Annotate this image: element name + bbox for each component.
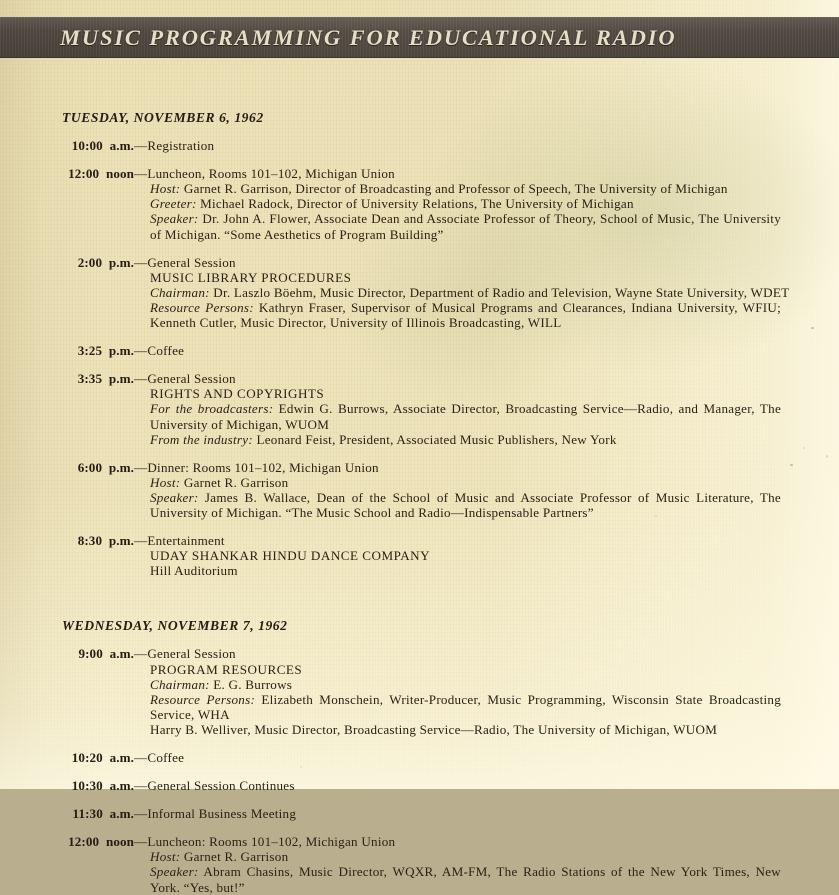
detail-role: Greeter: [150,196,197,212]
schedule-entry [0,778,839,793]
detail-text: Elizabeth Monschein, Writer-Producer, Music Programming, Wisconsin State Broadcasting Service, WHA [150,691,781,722]
entry-detail-line [150,285,839,300]
entry-detail-line [150,692,839,722]
entry-label: —Coffee [134,750,185,765]
detail-text: Abram Chasins, Music Director, WQXR, AM-FM, The Radio Stations of the New York Times, New York. “Yes, but!” [150,864,781,895]
detail-role: Speaker: [150,489,199,505]
day-heading-wednesday: WEDNESDAY, NOVEMBER 7, 1962 [62,618,288,634]
page-title: MUSIC PROGRAMMING FOR EDUCATIONAL RADIO [60,24,677,50]
detail-role: Speaker: [150,864,199,880]
detail-role: Chairman: [150,284,210,300]
entry-label: —Informal Business Meeting [134,806,297,822]
entry-time: 12:00 noon [68,834,134,850]
entry-label: —Luncheon, Rooms 101–102, Michigan Union [134,166,395,182]
detail-text: Michael Radock, Director of University Relations, The University of Michigan [196,196,634,212]
entry-time: 11:30 a.m. [72,806,134,822]
schedule-entry [0,460,839,520]
entry-detail-line [150,864,839,894]
detail-role: Speaker: [150,211,199,227]
document-header-band [0,17,839,58]
detail-text: Dr. John A. Flower, Associate Dean and Associate Professor of Theory, School of Music, The University of Michigan. “Some Aesthetics of Program Building” [150,211,781,242]
detail-text: James B. Wallace, Dean of the School of Music and Associate Professor of Music Literature, The University of Michigan. “The Music School and Radio—Indispensable Partners” [150,489,781,520]
detail-text: Kathryn Fraser, Supervisor of Musical Programs and Clearances, Indiana University, WFIU; Kenneth Cutler, Music Director, University of Illinois Broadcasting, WILL [150,299,781,331]
schedule-entry [0,138,839,153]
entry-head [62,834,839,849]
entry-time: 12:00 noon [68,166,134,182]
detail-role: Host: [150,849,181,865]
entry-detail-line [150,677,839,692]
detail-text: E. G. Burrows [209,676,293,692]
detail-role: Host: [150,474,181,490]
entry-time: 9:00 a.m. [78,646,134,662]
entry-head [62,778,839,793]
day-heading-tuesday: TUESDAY, NOVEMBER 6, 1962 [62,110,264,125]
detail-role: Resource Persons: [150,691,256,707]
entry-time: 3:25 p.m. [77,343,134,359]
detail-role: Host: [150,181,181,197]
detail-role: Chairman: [150,676,210,692]
schedule-entry [0,646,839,737]
entry-head [62,255,839,270]
entry-head [62,343,839,358]
entry-detail-line [150,849,839,864]
detail-text: Dr. Laszlo Böehm, Music Director, Department of Radio and Television, Wayne State University, WDET [209,284,790,300]
entry-label: —Coffee [134,343,185,359]
entry-detail-line [150,181,839,196]
entry-detail-line [150,211,839,241]
entry-time: 6:00 p.m. [77,459,134,475]
entry-head [62,533,839,548]
entry-time: 2:00 p.m. [77,254,134,270]
entry-time: 10:30 a.m. [71,778,134,794]
entry-head [62,166,839,181]
schedule-entry [0,166,839,241]
entry-label: —General Session Continues [134,778,295,794]
entry-session-title: MUSIC LIBRARY PROCEDURES [150,269,352,285]
schedule-entry [0,750,839,765]
entry-detail-line [150,196,839,211]
schedule-body [0,58,839,895]
entry-detail-line [150,490,839,520]
entry-session-title: RIGHTS AND COPYRIGHTS [150,386,325,402]
detail-role: From the industry: [150,431,253,447]
schedule-entry [0,533,839,578]
entry-head [62,806,839,821]
entry-head [62,371,839,386]
schedule-entry [0,343,839,358]
detail-text: Garnet R. Garrison, Director of Broadcasting and Professor of Speech, The University of Michigan [180,181,728,197]
detail-text: Edwin G. Burrows, Associate Director, Broadcasting Service—Radio, and Manager, The University of Michigan, WUOM [150,401,782,432]
entry-head [62,646,839,661]
entry-detail-line [150,300,839,330]
detail-text: Garnet R. Garrison [180,849,289,865]
entry-label: —General Session [134,646,236,662]
entry-time: 8:30 p.m. [77,533,134,549]
detail-text: Leonard Feist, President, Associated Music Publishers, New York [252,431,617,447]
entry-time: 3:35 p.m. [77,371,134,387]
detail-text: Garnet R. Garrison [180,474,289,490]
entry-label: —General Session [134,254,236,270]
entry-time: 10:20 a.m. [71,750,134,765]
schedule-entry [0,255,839,330]
entry-label: —Entertainment [134,533,225,549]
entry-venue: Hill Auditorium [150,563,238,579]
entry-session-title: UDAY SHANKAR HINDU DANCE COMPANY [150,548,431,564]
entry-label: —Registration [134,138,215,154]
entry-detail-line [150,475,839,490]
entry-head [62,460,839,475]
detail-role: For the broadcasters: [150,401,274,417]
entry-session-title: PROGRAM RESOURCES [150,661,303,677]
entry-head [62,750,839,765]
detail-role: Resource Persons: [150,299,254,315]
entry-label: —Luncheon: Rooms 101–102, Michigan Union [134,834,396,850]
entry-head [62,138,839,153]
schedule-entry [0,371,839,446]
entry-detail-line: Harry B. Welliver, Music Director, Broadcasting Service—Radio, The University of Michigan, WUOM [150,721,718,737]
entry-detail-line [150,401,839,431]
entry-label: —General Session [134,371,236,387]
entry-detail-line [150,432,839,447]
schedule-entry [0,806,839,821]
schedule-entry [0,834,839,894]
entry-time: 10:00 a.m. [71,138,134,154]
entry-label: —Dinner: Rooms 101–102, Michigan Union [134,459,379,475]
